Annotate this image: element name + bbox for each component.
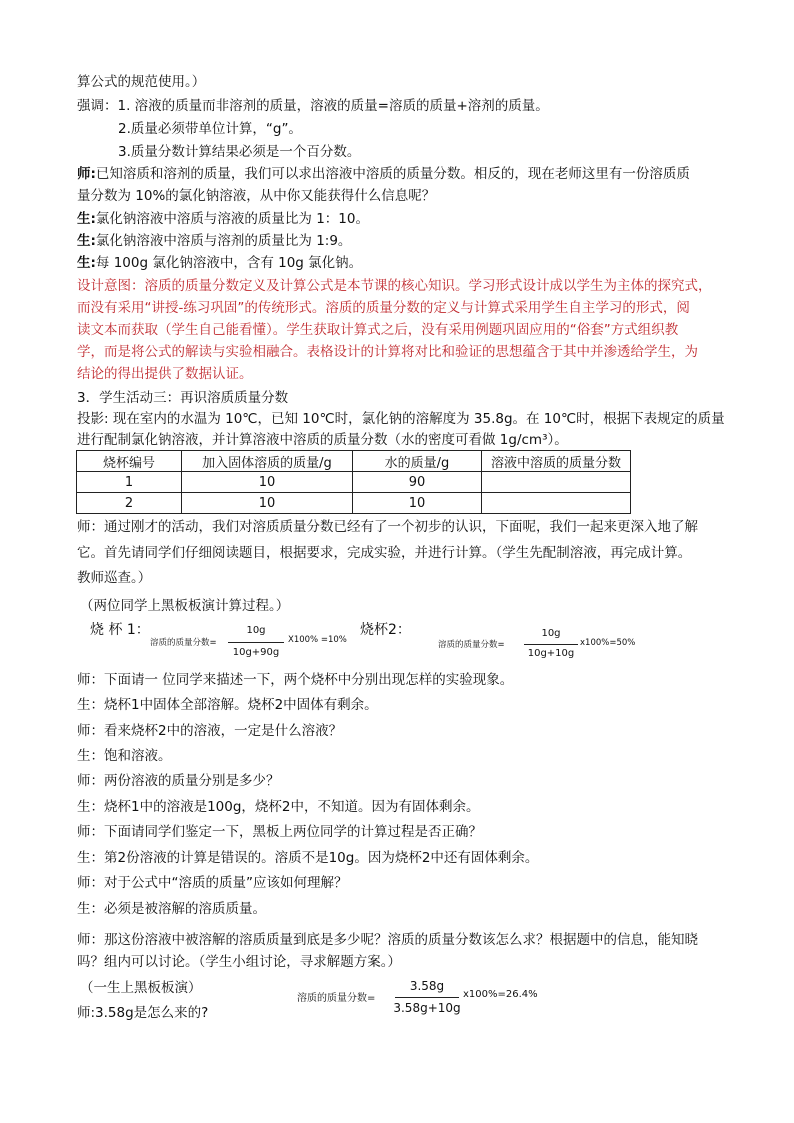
formula-suffix: x100%=50% bbox=[580, 638, 636, 648]
dialog-line: 师：下面请同学们鉴定一下，黑板上两位同学的计算过程是否正确？ bbox=[77, 824, 482, 840]
section-heading: 3．学生活动三：再识溶质质量分数 bbox=[77, 390, 289, 406]
formula-denominator: 10g+90g bbox=[232, 647, 280, 658]
emphasis-item-2: 2.质量必须带单位计算，“g”。 bbox=[118, 121, 302, 137]
board-note: （一生上黑板板演） bbox=[80, 980, 202, 996]
beaker-2-label: 烧杯2： bbox=[360, 622, 411, 638]
fraction-bar bbox=[228, 642, 284, 643]
formula-beaker-2 bbox=[438, 630, 638, 666]
table-header-row bbox=[77, 451, 631, 472]
fraction-bar bbox=[395, 997, 459, 998]
dialog-line: 生：必须是被溶解的溶质质量。 bbox=[77, 901, 266, 917]
table-cell bbox=[482, 472, 631, 493]
student-line-1: 生:氯化钠溶液中溶质与溶液的质量比为 1：10。 bbox=[77, 211, 369, 227]
formula-denominator: 10g+10g bbox=[527, 648, 575, 659]
formula-numerator: 3.58g bbox=[409, 979, 445, 993]
table-header: 溶液中溶质的质量分数 bbox=[482, 451, 631, 472]
table-cell: 90 bbox=[353, 472, 482, 493]
beaker-table bbox=[76, 450, 631, 514]
projection-line: 投影: 现在室内的水温为 10℃，已知 10℃时，氯化钠的溶解度为 35.8g。在 10℃时，根据下表规定的质量 bbox=[77, 411, 725, 427]
formula-solution bbox=[297, 981, 537, 1021]
after-table-line: 它。首先请同学们仔细阅读题目，根据要求，完成实验，并进行计算。（学生先配制溶液，再完成计算。 bbox=[77, 545, 692, 561]
projection-line: 进行配制氯化钠溶液，并计算溶液中溶质的质量分数（水的密度可看做 1g/cm³）。 bbox=[77, 432, 568, 448]
teacher-line-cont: 量分数为 10%的氯化钠溶液，从中你又能获得什么信息呢？ bbox=[77, 188, 436, 204]
design-intent-line: 设计意图：溶质的质量分数定义及计算公式是本节课的核心知识。学习形式设计成以学生为主体的探究式， bbox=[77, 278, 712, 294]
dialog-line: 生：烧杯1中固体全部溶解。烧杯2中固体有剩余。 bbox=[77, 697, 378, 713]
formula-suffix: x100%=26.4% bbox=[463, 989, 538, 1000]
dialog-line: 师：那这份溶液中被溶解的溶质质量到底是多少呢？溶质的质量分数该怎么求？根据题中的信息，能知晓 bbox=[77, 932, 698, 948]
dialog-line: 师：看来烧杯2中的溶液，一定是什么溶液？ bbox=[77, 723, 343, 739]
formula-denominator: 3.58g+10g bbox=[393, 1001, 461, 1015]
teacher-line: 师:已知溶质和溶剂的质量，我们可以求出溶液中溶质的质量分数。相反的，现在老师这里有一份溶质质 bbox=[77, 166, 690, 182]
table-cell bbox=[482, 493, 631, 514]
table-header: 加入固体溶质的质量/g bbox=[182, 451, 353, 472]
design-intent-line: 结论的得出提供了数据认证。 bbox=[77, 366, 253, 382]
design-intent-line: 学，而是将公式的解读与实验相融合。表格设计的计算将对比和验证的思想蕴含于其中并渗透给学生，为 bbox=[77, 344, 698, 360]
intro-line: 算公式的规范使用。） bbox=[77, 74, 206, 90]
table-header: 水的质量/g bbox=[353, 451, 482, 472]
formula-prefix: 溶质的质量分数= bbox=[297, 993, 376, 1004]
dialog-line: 生：饱和溶液。 bbox=[77, 748, 172, 764]
student-line-3: 生:每 100g 氯化钠溶液中，含有 10g 氯化钠。 bbox=[77, 255, 363, 271]
table-row bbox=[77, 493, 631, 514]
student-line-2: 生:氯化钠溶液中溶质与溶剂的质量比为 1:9。 bbox=[77, 233, 352, 249]
dialog-line: 师：两份溶液的质量分别是多少？ bbox=[77, 773, 280, 789]
emphasis-item-3: 3.质量分数计算结果必须是一个百分数。 bbox=[118, 144, 361, 160]
after-table-line: 教师巡查。） bbox=[77, 570, 152, 586]
emphasis-item-1: 强调：1. 溶液的质量而非溶剂的质量，溶液的质量=溶质的质量+溶剂的质量。 bbox=[77, 98, 549, 114]
beaker-1-label: 烧 杯 1： bbox=[90, 622, 150, 638]
last-line: 师:3.58g是怎么来的? bbox=[77, 1005, 209, 1021]
design-intent-line: 读文本而获取（学生自己能看懂）。学生获取计算式之后，没有采用例题巩固应用的“俗套”方式组织教 bbox=[77, 322, 679, 338]
formula-prefix: 溶质的质量分数= bbox=[438, 640, 505, 650]
table-cell: 10 bbox=[182, 493, 353, 514]
formula-numerator: 10g bbox=[246, 625, 266, 636]
speaker-teacher: 师: bbox=[77, 166, 96, 182]
design-intent-line: 而没有采用“讲授-练习巩固”的传统形式。溶质的质量分数的定义与计算式采用学生自主学习的形式，阅 bbox=[77, 300, 690, 316]
table-cell: 1 bbox=[77, 472, 182, 493]
dialog-line: 生：烧杯1中的溶液是100g，烧杯2中，不知道。因为有固体剩余。 bbox=[77, 799, 480, 815]
table-row bbox=[77, 472, 631, 493]
formula-prefix: 溶质的质量分数= bbox=[150, 638, 217, 648]
formula-beaker-1 bbox=[150, 626, 360, 666]
table-cell: 10 bbox=[182, 472, 353, 493]
formula-suffix: X100% =10% bbox=[288, 635, 347, 645]
emphasis-label: 强调： bbox=[77, 98, 118, 114]
dialog-line: 师：下面请一 位同学来描述一下，两个烧杯中分别出现怎样的实验现象。 bbox=[77, 672, 514, 688]
after-table-line: 师：通过刚才的活动，我们对溶质质量分数已经有了一个初步的认识，下面呢，我们一起来更深入地了解 bbox=[77, 519, 698, 535]
table-header: 烧杯编号 bbox=[77, 451, 182, 472]
table-cell: 10 bbox=[353, 493, 482, 514]
dialog-line: 生：第2份溶液的计算是错误的。溶质不是10g。因为烧杯2中还有固体剩余。 bbox=[77, 850, 539, 866]
formula-numerator: 10g bbox=[541, 628, 561, 639]
fraction-bar bbox=[524, 644, 578, 645]
table-cell: 2 bbox=[77, 493, 182, 514]
dialog-line: 师：对于公式中“溶质的质量”应该如何理解？ bbox=[77, 875, 348, 891]
board-demo-note: （两位同学上黑板板演计算过程。） bbox=[80, 598, 290, 614]
dialog-line: 吗？组内可以讨论。（学生小组讨论，寻求解题方案。） bbox=[77, 954, 401, 970]
